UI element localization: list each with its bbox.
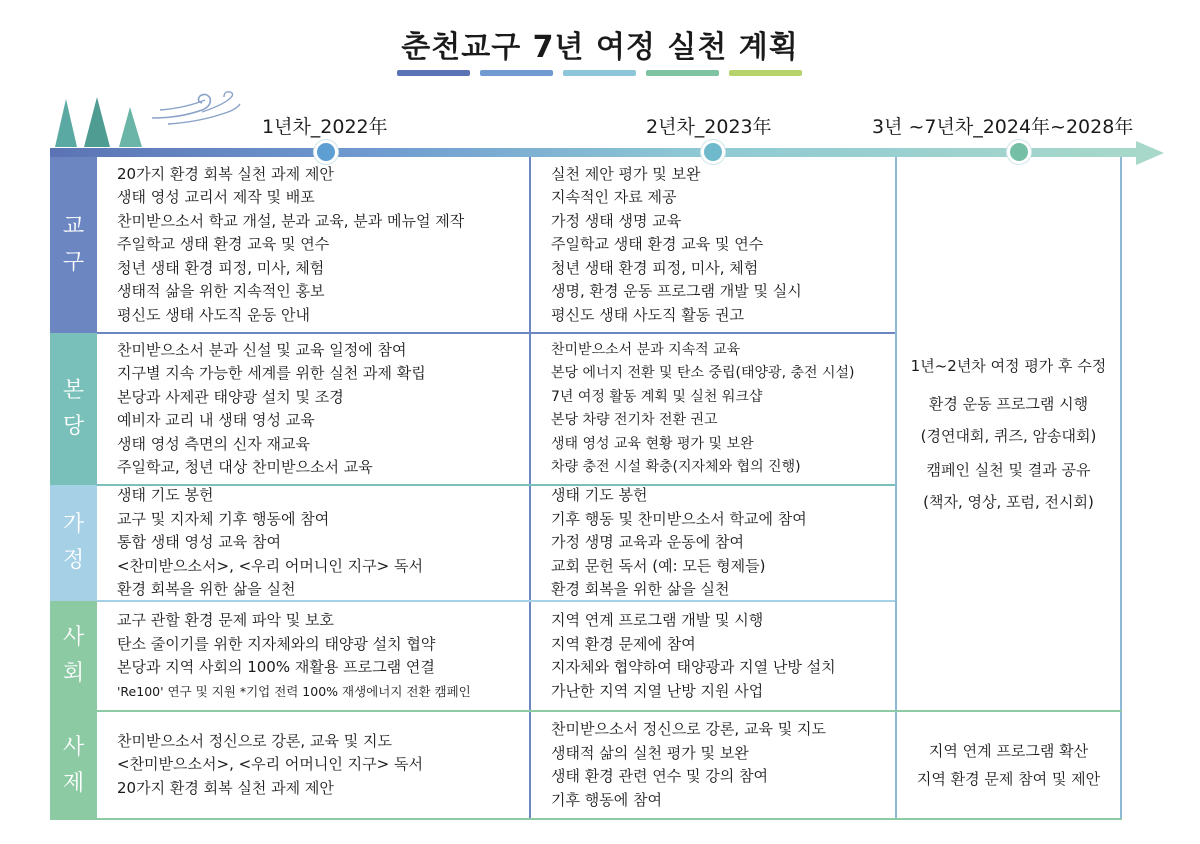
category-gajeong — [50, 485, 97, 601]
plan-item: 환경 운동 프로그램 시행 — [928, 394, 1089, 413]
plan-item: 지역 연계 프로그램 개발 및 시행 — [551, 611, 764, 629]
cell-saje-2023 — [531, 712, 895, 818]
plan-item: 찬미받으소서 분과 지속적 교육 — [551, 341, 741, 358]
plan-item: 차량 충전 시설 확충(지자체와 협의 진행) — [551, 459, 801, 475]
plan-item: 생태적 삶의 실천 평가 및 보완 — [551, 743, 749, 762]
category-char: 제 — [62, 770, 85, 796]
plan-item: 지자체와 협약하여 태양광과 지열 난방 설치 — [551, 658, 836, 676]
plan-item: 지역 환경 문제 참여 및 제안 — [916, 770, 1101, 788]
plan-item: 청년 생태 환경 피정, 미사, 체험 — [551, 258, 759, 277]
plan-table — [50, 157, 1122, 820]
plan-item: 찬미받으소서 정신으로 강론, 교육 및 지도 — [117, 731, 392, 750]
title-bar-4 — [646, 70, 719, 76]
timeline-bar — [50, 148, 1138, 157]
plan-item: 교회 문헌 독서 (예: 모든 형제들) — [551, 556, 766, 575]
plan-item: 지구별 지속 가능한 세계를 위한 실천 과제 확립 — [117, 364, 426, 382]
cell-gyogu-2023 — [531, 157, 895, 333]
title-bar-5 — [729, 70, 802, 76]
category-saje — [50, 711, 97, 820]
plan-item: 주일학교 생태 환경 교육 및 연수 — [551, 235, 764, 254]
cell-gyogu-2022 — [97, 157, 529, 333]
plan-item: 생태적 삶을 위한 지속적인 홍보 — [117, 282, 325, 301]
category-char: 회 — [62, 661, 85, 686]
title-underline-bars — [397, 70, 802, 76]
plan-item: 탄소 줄이기를 위한 지자체와의 태양광 설치 협약 — [117, 634, 436, 653]
title-bar-2 — [480, 70, 553, 76]
plan-item: 교구 관할 환경 문제 파악 및 보호 — [117, 611, 334, 629]
title-bar-1 — [397, 70, 470, 76]
cell-sahoe-2023 — [531, 602, 895, 710]
plan-item: 환경 회복을 위한 삶을 실천 — [551, 580, 730, 599]
plan-item: 본당 차량 전기차 전환 권고 — [551, 412, 718, 428]
plan-item: 생태 기도 봉헌 — [117, 486, 214, 505]
plan-item: 20가지 환경 회복 실천 과제 제안 — [117, 164, 334, 183]
page-title: 춘천교구 7년 여정 실천 계획 — [401, 30, 799, 65]
cell-bondang-2023 — [531, 334, 895, 484]
plan-item: 생태 영성 교리서 제작 및 배포 — [117, 188, 315, 207]
plan-item: 본당 에너지 전환 및 탄소 중립(태양광, 충전 시설) — [551, 365, 855, 381]
tree-icon — [50, 95, 150, 150]
cell-saje-2022 — [97, 712, 529, 818]
timeline-year-2: 2년차_2023年 — [646, 116, 772, 138]
category-sahoe — [50, 601, 97, 711]
plan-item: <찬미받으소서>, <우리 어머니인 지구> 독서 — [117, 755, 423, 774]
cell-sahoe-2022 — [97, 602, 529, 710]
plan-item: 지속적인 자료 제공 — [551, 188, 677, 207]
plan-item: 본당과 사제관 태양광 설치 및 조경 — [117, 387, 344, 406]
plan-item: 생태 영성 측면의 신자 재교육 — [117, 434, 310, 453]
cell-merged-2024-2028 — [897, 157, 1120, 710]
plan-item: 1년~2년차 여정 평가 후 수정 — [910, 356, 1107, 375]
plan-item: <찬미받으소서>, <우리 어머니인 지구> 독서 — [117, 556, 423, 575]
plan-item: 환경 회복을 위한 삶을 실천 — [117, 580, 296, 599]
plan-item: 주일학교, 청년 대상 찬미받으소서 교육 — [117, 458, 373, 476]
plan-item: 생태 영성 교육 현황 평가 및 보완 — [551, 435, 754, 452]
table-bottom-border — [97, 818, 1122, 820]
category-char: 정 — [62, 548, 85, 573]
plan-item: 생태 기도 봉헌 — [551, 486, 648, 505]
wind-cloud-icon — [150, 88, 245, 128]
category-char: 구 — [62, 250, 85, 275]
plan-item: 청년 생태 환경 피정, 미사, 체험 — [117, 258, 325, 277]
plan-item: 캠페인 실천 및 결과 공유 — [926, 460, 1091, 479]
timeline-arrowhead — [1136, 141, 1164, 165]
plan-item: 20가지 환경 회복 실천 과제 제안 — [117, 778, 334, 797]
plan-item: 통합 생태 영성 교육 참여 — [117, 533, 281, 552]
plan-item: 본당과 지역 사회의 100% 재활용 프로그램 연결 — [117, 658, 435, 676]
category-char: 사 — [62, 734, 85, 760]
timeline-year-3: 3년 ~7년차_2024年~2028年 — [872, 116, 1134, 138]
plan-item: 지역 환경 문제에 참여 — [551, 634, 696, 653]
plan-item: 'Re100' 연구 및 지원 *기업 전력 100% 재생에너지 전환 캠페인 — [117, 683, 471, 699]
category-char: 가 — [62, 512, 85, 537]
plan-item: 가난한 지역 지열 난방 지원 사업 — [551, 681, 764, 700]
category-char: 당 — [62, 414, 85, 439]
table-right-border — [1120, 157, 1122, 820]
plan-item: (책자, 영상, 포럼, 전시회) — [923, 492, 1094, 511]
plan-item: 7년 여정 활동 계획 및 실천 워크샵 — [551, 388, 763, 405]
cell-gajeong-2022 — [97, 486, 529, 600]
plan-item: 주일학교 생태 환경 교육 및 연수 — [117, 235, 330, 254]
plan-item: 가정 생태 생명 교육 — [551, 211, 682, 230]
plan-item: 예비자 교리 내 생태 영성 교육 — [117, 411, 315, 429]
category-char: 본 — [62, 378, 85, 403]
cell-bondang-2022 — [97, 334, 529, 484]
title-bar-3 — [563, 70, 636, 76]
cell-gajeong-2023 — [531, 486, 895, 600]
plan-item: 기후 행동 및 찬미받으소서 학교에 참여 — [551, 509, 807, 528]
category-bondang — [50, 333, 97, 485]
plan-item: 실천 제안 평가 및 보완 — [551, 164, 701, 183]
plan-item: 찬미받으소서 분과 신설 및 교육 일정에 참여 — [117, 340, 407, 359]
plan-item: 가정 생명 교육과 운동에 참여 — [551, 533, 744, 552]
plan-item: 생명, 환경 운동 프로그램 개발 및 실시 — [551, 282, 802, 301]
timeline-year-1: 1년차_2022年 — [262, 116, 388, 138]
category-char: 사 — [62, 625, 85, 650]
plan-item: 찬미받으소서 정신으로 강론, 교육 및 지도 — [551, 720, 826, 738]
category-char: 교 — [62, 214, 85, 239]
plan-item: 평신도 생태 사도직 운동 안내 — [117, 305, 310, 324]
plan-item: 평신도 생태 사도직 활동 권고 — [551, 305, 744, 324]
plan-item: 찬미받으소서 학교 개설, 분과 교육, 분과 메뉴얼 제작 — [117, 211, 465, 230]
category-gyogu — [50, 157, 97, 333]
plan-item: 교구 및 지자체 기후 행동에 참여 — [117, 509, 330, 528]
plan-item: 지역 연계 프로그램 확산 — [928, 742, 1089, 760]
plan-item: 생태 환경 관련 연수 및 강의 참여 — [551, 767, 768, 785]
cell-saje-2024-2028 — [897, 712, 1120, 818]
plan-item: (경연대회, 퀴즈, 암송대회) — [920, 426, 1097, 445]
plan-item: 기후 행동에 참여 — [551, 790, 662, 809]
